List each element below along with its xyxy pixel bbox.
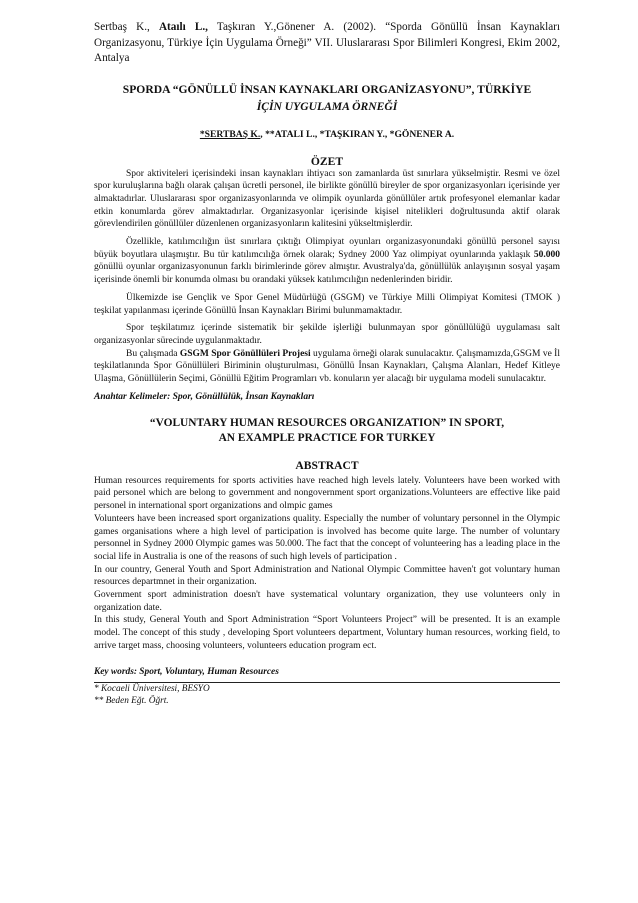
other-authors: , **ATALI L., *TAŞKIRAN Y., *GÖNENER A. [260,128,455,140]
ozet-p5-c: uygulama örneği olarak sunulacaktır. Çalışmamızda,GSGM ve İl teşkilatlanında Spor Gönüllüleri Biriminin oluşturulması, Gönüllü İnsan Kaynakları, Çalışma Alanları, Hedef Kitleye Ulaşma, Gönüllülerin Seçimi, Gönüllü Eğitim Programları vb. konuların yer alacağı bir uygulama modeli sunulacaktır. [94,348,560,385]
first-author: *SERTBAŞ K. [199,128,261,140]
citation-authors-b: Ataılı L., [158,21,208,33]
ozet-paragraph-2 [94,236,560,287]
english-title-line1: “VOLUNTARY HUMAN RESOURCES ORGANIZATION” IN SPORT, [149,416,505,429]
abstract-paragraph-4: Government sport administration doesn't have systematical voluntary organization, they use volunteers only in organization date. [94,590,560,613]
ozet-p2-c: gönüllü oyunlar organizasyonunun farklı birimlerinde görev almıştır. Avustralya'da, gönüllülük anlayışının sosyal yaşam içerisinde önemli bir konumda olması bu orandaki yüksek katılımcılığın nedenlerinden biridir. [94,262,560,286]
author-list [94,129,560,140]
abstract-paragraph-5: In this study, General Youth and Sport Administration “Sport Volunteers Project” will be presented. It is an example model. The concept of this study , developing Sport volunteers department, Voluntary human resources, working field, to arrive target mass, choosing volunteers, volunteers education program ect. [94,615,560,651]
turkish-title-line2: İÇİN UYGULAMA ÖRNEĞİ [256,99,398,113]
abstract-paragraph-2: Volunteers have been increased sport organizations quality. Especially the number of voluntary personnel in the Olympic games organisations where a high level of participation is involved has become quite large. The number of voluntary personnel in Sydney 2000 Olympic games was 50.000. The fact that the concept of volunteering has a leading place in the social life in Australia is one of the reasons of such high levels of participation . [94,513,560,562]
ozet-heading: ÖZET [310,154,344,168]
footnote-2: ** Beden Eğt. Öğrt. [94,695,169,706]
paper-page [94,20,560,707]
ozet-paragraph-5 [94,348,560,386]
ozet-paragraph-4: Spor teşkilatımız içerinde sistematik bir şekilde işlerliği bulunmayan spor gönüllülüğü uygulaması salt organizasyonlar sürecinde uygulanmaktadır. [94,323,560,346]
citation-rest: Taşkıran Y.,Gönener A. (2002). “Sporda Gönüllü İnsan Kaynakları Organizasyonu, Türkiye İçin Uygulama Örneği” VII. Uluslararası Spor Bilimleri Kongresi, Ekim 2002, Antalya [94,21,560,64]
turkish-keywords: Anahtar Kelimeler: Spor, Gönüllülük, İnsan Kaynakları [94,391,315,402]
citation [94,20,560,67]
ozet-paragraph-1: Spor aktiviteleri içerisindeki insan kaynakları ihtiyacı son zamanlarda üst sınırlara yükselmiştir. Resmi ve özel spor kuruluşlarına bağlı olarak çalışan ücretli personel, ile birlikte gönüllü bireyler de spor organizasyonları içerisinde yer almaktadırlar. Uluslararası spor organizasyonlarında ve olimpik oyunlarda gönüllüler artık profesyonel elemanlar kadar etkin konumlarda görev almaktadırlar. Organizasyonlar içerisinde kişisel nitelikleri doğrultusunda aktif olarak görevlendirilen gönüllüler düzenlenen organizasyonların kalitesini yükseltmişlerdir. [94,168,560,230]
ozet-p2-a: Özellikle, katılımcılığın üst sınırlara çıktığı Olimpiyat oyunları organizasyonundaki gönüllü personel sayısı büyük boyutlara ulaşmıştır. Bu tür katılımcılığa örnek olarak; Sydney 2000 Yaz olimpiyat oyunlarında yaklaşık [94,237,560,260]
abstract-paragraph-3: In our country, General Youth and Sport Administration and National Olympic Committee haven't got voluntary human resources departmnet in their organization. [94,564,560,588]
turkish-title-line1: SPORDA “GÖNÜLLÜ İNSAN KAYNAKLARI ORGANİZASYONU”, TÜRKİYE [122,82,532,96]
ozet-p5-project: GSGM Spor Gönüllüleri Projesi [179,348,311,359]
footnote-1: * Kocaeli Üniversitesi, BESYO [94,683,210,694]
abstract-paragraph-1: Human resources requirements for sports activities have reached high levels lately. Volunteers have been worked with paid personel which are belong to government and nongovernment sport organizations.Volunteers are effective like paid personel in international sport organizations and olmpic games [94,475,560,512]
english-title [94,416,560,446]
citation-authors-a: Sertbaş K., [94,21,159,33]
ozet-p5-a: Bu çalışmada [126,348,180,359]
ozet-p2-number: 50.000 [533,249,560,260]
ozet-paragraph-3: Ülkemizde ise Gençlik ve Spor Genel Müdürlüğü (GSGM) ve Türkiye Milli Olimpiyat Komitesi (TMOK ) teşkilat yapılanması içerinde Gönüllü İnsan Kaynakları Birimi bulunmamaktadır. [94,292,560,316]
turkish-title [94,81,560,115]
english-keywords: Key words: Sport, Voluntary, Human Resources [94,666,279,677]
abstract-heading: ABSTRACT [295,458,359,472]
english-title-line2: AN EXAMPLE PRACTICE FOR TURKEY [218,431,436,444]
